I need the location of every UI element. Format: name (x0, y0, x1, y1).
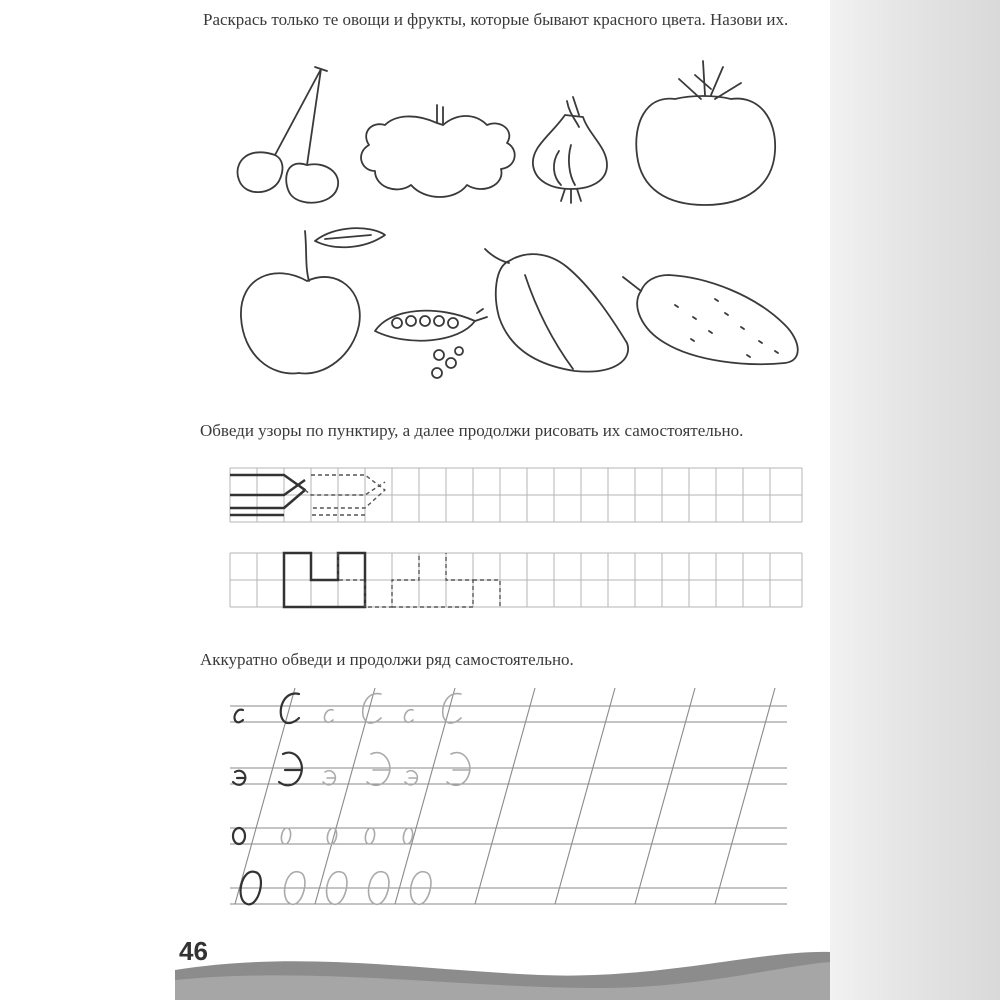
cucumber-icon (623, 275, 798, 364)
page-edge-shadow (828, 0, 1000, 1000)
peas-icon (375, 309, 487, 378)
letter-c-row (234, 694, 461, 724)
pepper-icon (485, 249, 628, 372)
apple-icon (241, 228, 385, 373)
letter-e-row (233, 753, 470, 786)
tomato-icon (636, 61, 775, 205)
vegetables-fruits-illustration (175, 55, 815, 395)
letter-o-small-row (233, 828, 413, 844)
page-number: 46 (179, 936, 208, 966)
garlic-icon (533, 97, 607, 203)
task-letters-instruction: Аккуратно обведи и продолжи ряд самостоятельно. (200, 650, 574, 669)
cherry-icon (238, 67, 339, 203)
handwriting-lines (175, 678, 815, 918)
task-patterns-instruction: Обведи узоры по пунктиру, а далее продолжи рисовать их самостоятельно. (200, 421, 744, 440)
pattern-grid (175, 460, 815, 620)
task-coloring-instruction: Раскрась только те овощи и фрукты, которые бывают красного цвета. Назови их. (203, 10, 789, 29)
pattypan-squash-icon (361, 105, 515, 197)
page-footer-wave (0, 930, 1000, 1000)
